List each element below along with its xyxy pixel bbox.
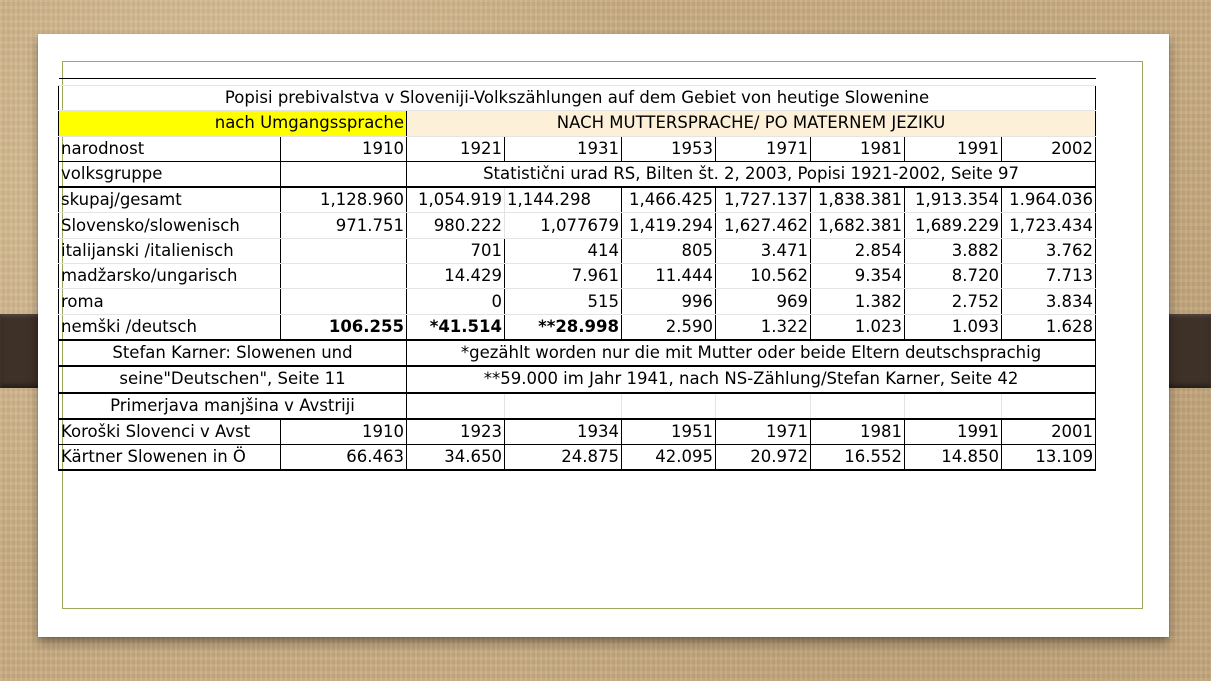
year-cell: 2001: [1002, 419, 1096, 445]
source-row: [59, 161, 1096, 187]
value-cell: 66.463: [281, 445, 407, 471]
note-row: [59, 366, 1096, 392]
year-cell: 1923: [407, 419, 505, 445]
year-cell: 1951: [622, 419, 716, 445]
value-cell: [281, 238, 407, 263]
row-label: nemški /deutsch: [59, 314, 281, 340]
year-cell: 2002: [1002, 136, 1096, 161]
value-cell: 14.850: [905, 445, 1002, 471]
footnote-1: *gezählt worden nur die mit Mutter oder beide Eltern deutschsprachig: [407, 340, 1096, 366]
row-label: Koroški Slovenci v Avst: [59, 419, 281, 445]
value-cell: 1,054.919: [407, 187, 505, 213]
value-cell: 1,682.381: [811, 213, 905, 238]
year-cell: 1931: [505, 136, 622, 161]
austria-heading-row: [59, 393, 1096, 419]
value-cell: 7.713: [1002, 264, 1096, 289]
table-row: [59, 213, 1096, 238]
footnote-2: **59.000 im Jahr 1941, nach NS-Zählung/Stefan Karner, Seite 42: [407, 366, 1096, 392]
value-cell: 1,077679: [505, 213, 622, 238]
year-cell: 1981: [811, 136, 905, 161]
year-cell: 1953: [622, 136, 716, 161]
value-cell: 9.354: [811, 264, 905, 289]
umgangssprache-header: nach Umgangssprache: [59, 111, 407, 136]
value-cell: 1.382: [811, 289, 905, 314]
value-cell: 3.471: [716, 238, 811, 263]
year-cell: 1921: [407, 136, 505, 161]
row-label: madžarsko/ungarisch: [59, 264, 281, 289]
value-cell: 20.972: [716, 445, 811, 471]
table-row: [59, 314, 1096, 340]
value-cell: 515: [505, 289, 622, 314]
value-cell: 980.222: [407, 213, 505, 238]
value-cell: 414: [505, 238, 622, 263]
source-citation: Statistični urad RS, Bilten št. 2, 2003, Popisi 1921-2002, Seite 97: [407, 161, 1096, 187]
value-cell: 10.562: [716, 264, 811, 289]
austria-values-row: [59, 445, 1096, 471]
year-cell: 1910: [281, 419, 407, 445]
value-cell: 3.762: [1002, 238, 1096, 263]
value-cell: *41.514: [407, 314, 505, 340]
value-cell: 1,144.298: [505, 187, 622, 213]
value-cell: 1,627.462: [716, 213, 811, 238]
value-cell: 1,466.425: [622, 187, 716, 213]
value-cell: 3.834: [1002, 289, 1096, 314]
table-row: [59, 289, 1096, 314]
row-label: roma: [59, 289, 281, 314]
table-row: [59, 264, 1096, 289]
census-table: [58, 78, 1096, 471]
top-border-row: [59, 79, 1096, 86]
value-cell: 1,727.137: [716, 187, 811, 213]
value-cell: 701: [407, 238, 505, 263]
title-row: [59, 86, 1096, 111]
value-cell: 971.751: [281, 213, 407, 238]
value-cell: 8.720: [905, 264, 1002, 289]
muttersprache-header: NACH MUTTERSPRACHE/ PO MATERNEM JEZIKU: [407, 111, 1096, 136]
value-cell: [281, 264, 407, 289]
source-reference: Stefan Karner: Slowenen und: [59, 340, 407, 366]
value-cell: 1,128.960: [281, 187, 407, 213]
value-cell: 106.255: [281, 314, 407, 340]
value-cell: 1.628: [1002, 314, 1096, 340]
row-label: narodnost: [59, 136, 281, 161]
value-cell: 1,689.229: [905, 213, 1002, 238]
year-cell: 1981: [811, 419, 905, 445]
value-cell: 1,419.294: [622, 213, 716, 238]
value-cell: 2.752: [905, 289, 1002, 314]
value-cell: 34.650: [407, 445, 505, 471]
years-row: [59, 136, 1096, 161]
year-cell: 1971: [716, 419, 811, 445]
value-cell: 42.095: [622, 445, 716, 471]
value-cell: 2.590: [622, 314, 716, 340]
value-cell: 2.854: [811, 238, 905, 263]
value-cell: 1,913.354: [905, 187, 1002, 213]
value-cell: 969: [716, 289, 811, 314]
table-title: Popisi prebivalstva v Sloveniji-Volkszählungen auf dem Gebiet von heutige Slowenine: [59, 86, 1096, 111]
value-cell: 24.875: [505, 445, 622, 471]
value-cell: 3.882: [905, 238, 1002, 263]
language-header-row: [59, 111, 1096, 136]
year-cell: 1971: [716, 136, 811, 161]
value-cell: 16.552: [811, 445, 905, 471]
source-reference: seine"Deutschen", Seite 11: [59, 366, 407, 392]
note-row: [59, 340, 1096, 366]
value-cell: 1.964.036: [1002, 187, 1096, 213]
value-cell: 1.322: [716, 314, 811, 340]
row-label: Kärtner Slowenen in Ö: [59, 445, 281, 471]
year-cell: 1991: [905, 136, 1002, 161]
year-cell: 1991: [905, 419, 1002, 445]
value-cell: 0: [407, 289, 505, 314]
value-cell: [281, 289, 407, 314]
table-row: [59, 238, 1096, 263]
row-label: volksgruppe: [59, 161, 281, 187]
table-row: [59, 187, 1096, 213]
row-label: skupaj/gesamt: [59, 187, 281, 213]
year-cell: 1910: [281, 136, 407, 161]
value-cell: **28.998: [505, 314, 622, 340]
value-cell: 11.444: [622, 264, 716, 289]
value-cell: 13.109: [1002, 445, 1096, 471]
value-cell: 7.961: [505, 264, 622, 289]
value-cell: 805: [622, 238, 716, 263]
austria-heading: Primerjava manjšina v Avstriji: [59, 393, 407, 419]
year-cell: 1934: [505, 419, 622, 445]
row-label: italijanski /italienisch: [59, 238, 281, 263]
value-cell: 996: [622, 289, 716, 314]
value-cell: 1,723.434: [1002, 213, 1096, 238]
value-cell: 1.093: [905, 314, 1002, 340]
row-label: Slovensko/slowenisch: [59, 213, 281, 238]
value-cell: 1,838.381: [811, 187, 905, 213]
value-cell: 1.023: [811, 314, 905, 340]
austria-years-row: [59, 419, 1096, 445]
value-cell: 14.429: [407, 264, 505, 289]
